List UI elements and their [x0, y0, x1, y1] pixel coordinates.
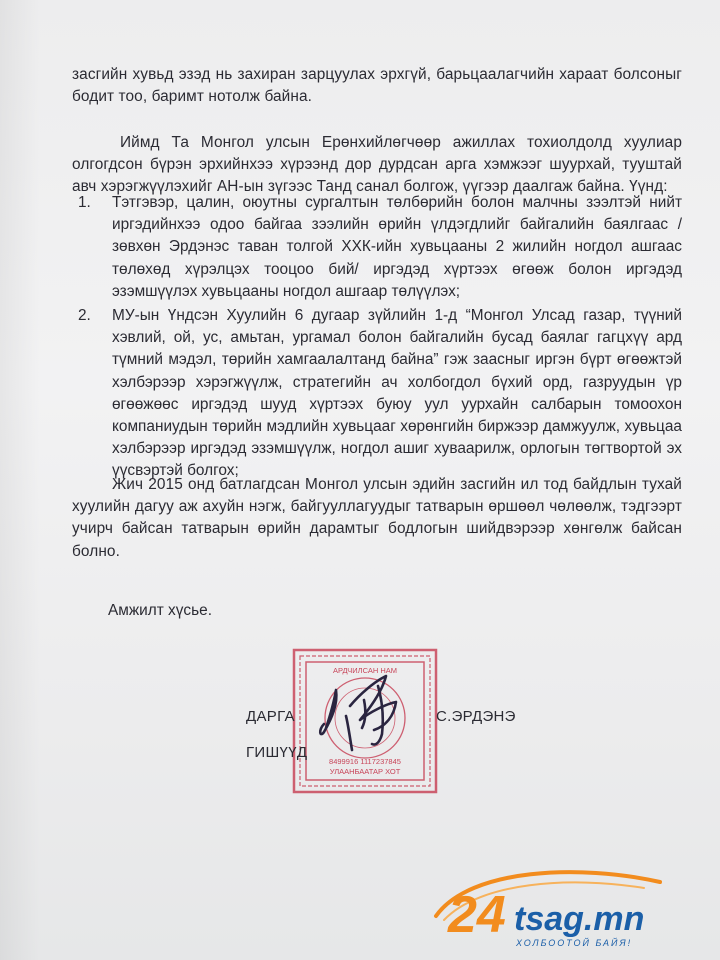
list-item-text: Тэтгэвэр, цалин, оюутны сургалтын төлбөрийн болон малчны зээлтэй нийт иргэдийнхээ одоо байгаа зээлийн өрийн үлдэгдлийг байгалийн баялгаас /зөвхөн Эрдэнэс таван толгой ХХК-ийн хувьцааны 2 жилийн ногдол ашгаас төлөхөд хүрэлцэх тооцоо бий/ иргэдэд хүртээх өгөөж болон иргэдэд эзэмшүүлэх хувьцааны ногдол ашгаар төлүүлэх;	[112, 194, 682, 300]
page-shadow	[0, 0, 40, 960]
stamp-top-text: АРДЧИЛСАН НАМ	[332, 666, 398, 675]
logo-slogan: ХОЛБООТОЙ БАЙЯ!	[516, 938, 633, 948]
logo-number: 24	[448, 886, 506, 944]
logo-graphic	[430, 860, 710, 950]
paragraph-intro-continued: засгийн хувьд эзэд нь захиран зарцуулах эрхгүй, барьцаалагчийн хараат болсоныг бодит тоо, баримт нотолж байна.	[72, 66, 682, 106]
paragraph-note: Жич 2015 онд батлагдсан Монгол улсын эдийн засгийн ил тод байдлын тухай хуулийн дагуу аж ахуйн нэгж, байгууллагуудыг татварын өршөөл чөлөөлж, тэдгээрт учирч байсан татварын өрийн дарамтыг бодлогын шийдвэрээр хөнгөлж байсан болно.	[72, 476, 682, 560]
signatory-role-members: ГИШҮҮД	[246, 744, 308, 761]
site-logo-watermark	[430, 860, 710, 950]
list-number: 1.	[78, 194, 91, 211]
list-item	[78, 305, 682, 483]
stamp-city: УЛААНБААТАР ХОТ	[329, 767, 401, 776]
signatory-name: С.ЭРДЭНЭ	[436, 708, 516, 725]
list-item	[78, 192, 682, 303]
closing-line: Амжилт хүсье.	[108, 602, 212, 619]
logo-text: tsag.mn	[514, 900, 645, 938]
stamp-numbers: 8499916 1117237845	[329, 757, 401, 766]
list-item-text: МУ-ын Үндсэн Хуулийн 6 дугаар зүйлийн 1-д “Монгол Улсад газар, түүний хэвлий, ой, ус, амьтан, ургамал болон байгалийн бусад баялаг гагцхүү ард түмний мэдэл, төрийн хамгаалалтанд байна” гэж заасныг иргэн бүрт өгөөжтэй хэлбэрээр хэрэгжүүлж, стратегийн ач холбогдол бүхий орд, газруудын үр өгөөжөөс иргэдэд шууд хүртээх буюу уул уурхайн салбарын томоохон компаниудын төрийн мэдлийн хувьцааг хөрөнгийн биржээр дамжуулж, хувьцаа хэлбэрээр иргэдэд эзэмшүүлж, ногдол ашиг хуваарилж, орлогын төгтвортой эх үүсвэртэй болгох;	[112, 307, 682, 480]
paragraph-request: Иймд Та Монгол улсын Ерөнхийлөгчөөр ажиллах тохиолдолд хуулиар олгогдсон бүрэн эрхийнхээ хүрээнд дор дурдсан арга хэмжээг шуурхай, тууштай авч хэрэгжүүлэхийг АН-ын зүгээс Танд санал болгож, үүгээр даалгаж байна. Үүнд:	[72, 134, 682, 196]
party-stamp	[290, 646, 440, 796]
signatory-role-chair: ДАРГА	[246, 708, 295, 725]
measures-list	[78, 192, 682, 483]
stamp-graphic	[290, 646, 440, 796]
list-number: 2.	[78, 307, 91, 325]
